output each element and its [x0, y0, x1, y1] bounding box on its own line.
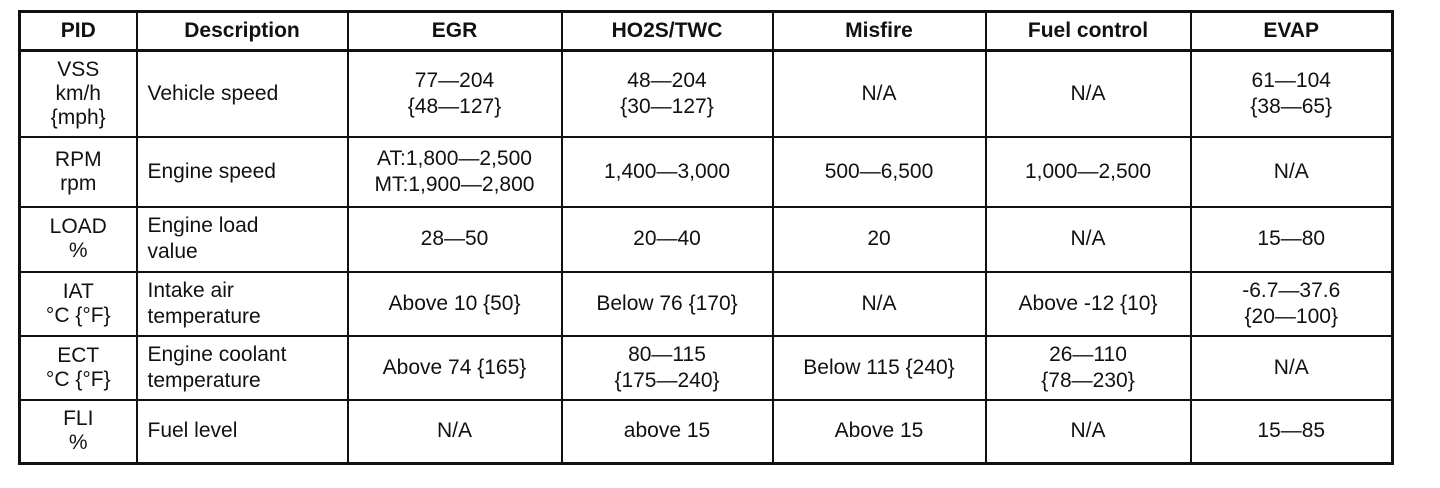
ho2s-twc-cell [562, 272, 773, 336]
value-line: N/A [861, 291, 897, 315]
value-line: 26—110 [1049, 342, 1127, 366]
value-line: 48—204 [627, 68, 707, 92]
misfire-cell [773, 336, 986, 400]
value-line: {48—127} [407, 94, 502, 118]
pid-cell [20, 272, 137, 336]
pid-line: {mph} [50, 105, 106, 129]
ho2s-twc-cell [562, 336, 773, 400]
evap-cell [1191, 137, 1393, 207]
value-line: {78—230} [1041, 368, 1135, 392]
header-pid: PID [20, 12, 137, 51]
description-cell [137, 272, 348, 336]
value-line: {175—240} [614, 368, 720, 392]
value-line: N/A [1070, 227, 1106, 250]
egr-cell [348, 400, 562, 464]
header-fuel-control: Fuel control [986, 12, 1191, 51]
value-line: 20 [867, 227, 891, 250]
value-line: {30—127} [620, 94, 714, 118]
header-description: Description [137, 12, 348, 51]
value-line: -6.7—37.6 [1242, 278, 1341, 302]
header-misfire: Misfire [773, 12, 986, 51]
pid-line: RPM [54, 147, 102, 171]
value-line: 15—80 [1257, 227, 1326, 250]
value-line: 15—85 [1257, 419, 1326, 443]
pid-cell [20, 336, 137, 400]
ho2s-twc-cell [562, 400, 773, 464]
description-line: temperature [147, 304, 261, 328]
egr-cell [348, 207, 562, 272]
value-line: Above 15 [834, 419, 924, 443]
value-line: 20—40 [633, 227, 701, 250]
fuel-control-cell [986, 336, 1191, 400]
pid-cell [20, 207, 137, 272]
egr-cell [348, 51, 562, 137]
value-line: 77—204 [414, 68, 495, 92]
pid-line: VSS [57, 57, 100, 81]
pid-cell [20, 51, 137, 137]
fuel-control-cell [986, 51, 1191, 137]
value-line: {20—100} [1244, 304, 1338, 328]
pid-line: °C {°F} [45, 303, 111, 327]
egr-cell [348, 272, 562, 336]
header-row [20, 12, 1393, 51]
value-line: Below 115 {240} [803, 355, 955, 379]
fuel-control-cell [986, 207, 1191, 272]
egr-cell [348, 137, 562, 207]
evap-cell [1191, 400, 1393, 464]
fuel-control-cell [986, 400, 1191, 464]
misfire-cell [773, 400, 986, 464]
table-row-iat [20, 272, 1393, 336]
description-cell [137, 336, 348, 400]
table-row-rpm [20, 137, 1393, 207]
value-line: Above 74 {165} [382, 355, 527, 379]
value-line: Above 10 {50} [388, 291, 521, 315]
description-line: Intake air [147, 278, 234, 302]
misfire-cell [773, 51, 986, 137]
ho2s-twc-cell [562, 207, 773, 272]
description-cell [137, 51, 348, 137]
value-line: AT:1,800—2,500 [377, 146, 532, 170]
misfire-cell [773, 272, 986, 336]
value-line: 1,400—3,000 [603, 159, 731, 183]
table-row-load [20, 207, 1393, 272]
description-cell [137, 207, 348, 272]
description-line: Vehicle speed [147, 81, 279, 105]
header-ho2s-twc: HO2S/TWC [562, 12, 773, 51]
value-line: N/A [1070, 419, 1106, 443]
value-line: Above -12 {10} [1018, 291, 1158, 315]
value-line: N/A [1273, 355, 1309, 379]
fuel-control-cell [986, 272, 1191, 336]
value-line: above 15 [623, 419, 711, 443]
description-line: temperature [147, 368, 261, 392]
pid-line: ECT [57, 343, 100, 367]
description-cell [137, 400, 348, 464]
pid-line: km/h [55, 81, 101, 105]
pid-line: FLI [63, 407, 94, 431]
egr-cell [348, 336, 562, 400]
pid-conditions-table [18, 10, 1394, 465]
description-line: value [147, 240, 198, 263]
description-cell [137, 137, 348, 207]
table-row-fli [20, 400, 1393, 464]
pid-cell [20, 137, 137, 207]
misfire-cell [773, 137, 986, 207]
pid-line: LOAD [49, 215, 107, 238]
value-line: N/A [1273, 159, 1309, 183]
pid-line: % [68, 431, 88, 455]
table-row-ect [20, 336, 1393, 400]
pid-cell [20, 400, 137, 464]
description-line: Engine coolant [147, 342, 287, 366]
value-line: 500—6,500 [824, 159, 934, 183]
value-line: N/A [861, 81, 897, 105]
description-line: Engine speed [147, 159, 276, 183]
value-line: N/A [1070, 81, 1106, 105]
evap-cell [1191, 207, 1393, 272]
header-egr: EGR [348, 12, 562, 51]
evap-cell [1191, 336, 1393, 400]
pid-line: % [68, 239, 88, 262]
ho2s-twc-cell [562, 137, 773, 207]
pid-line: IAT [62, 279, 94, 303]
value-line: 1,000—2,500 [1024, 159, 1152, 183]
evap-cell [1191, 51, 1393, 137]
pid-line: rpm [60, 171, 97, 195]
value-line: MT:1,900—2,800 [374, 172, 535, 196]
value-line: 28—50 [420, 227, 489, 250]
pid-line: °C {°F} [45, 367, 111, 391]
description-line: Fuel level [147, 419, 238, 443]
value-line: N/A [436, 419, 472, 443]
value-line: 80—115 [628, 342, 706, 366]
value-line: 61—104 [1251, 68, 1331, 92]
value-line: Below 76 {170} [596, 291, 738, 315]
evap-cell [1191, 272, 1393, 336]
header-evap: EVAP [1191, 12, 1393, 51]
table-row-vss [20, 51, 1393, 137]
value-line: {38—65} [1250, 94, 1333, 118]
fuel-control-cell [986, 137, 1191, 207]
misfire-cell [773, 207, 986, 272]
description-line: Engine load [147, 214, 259, 237]
ho2s-twc-cell [562, 51, 773, 137]
